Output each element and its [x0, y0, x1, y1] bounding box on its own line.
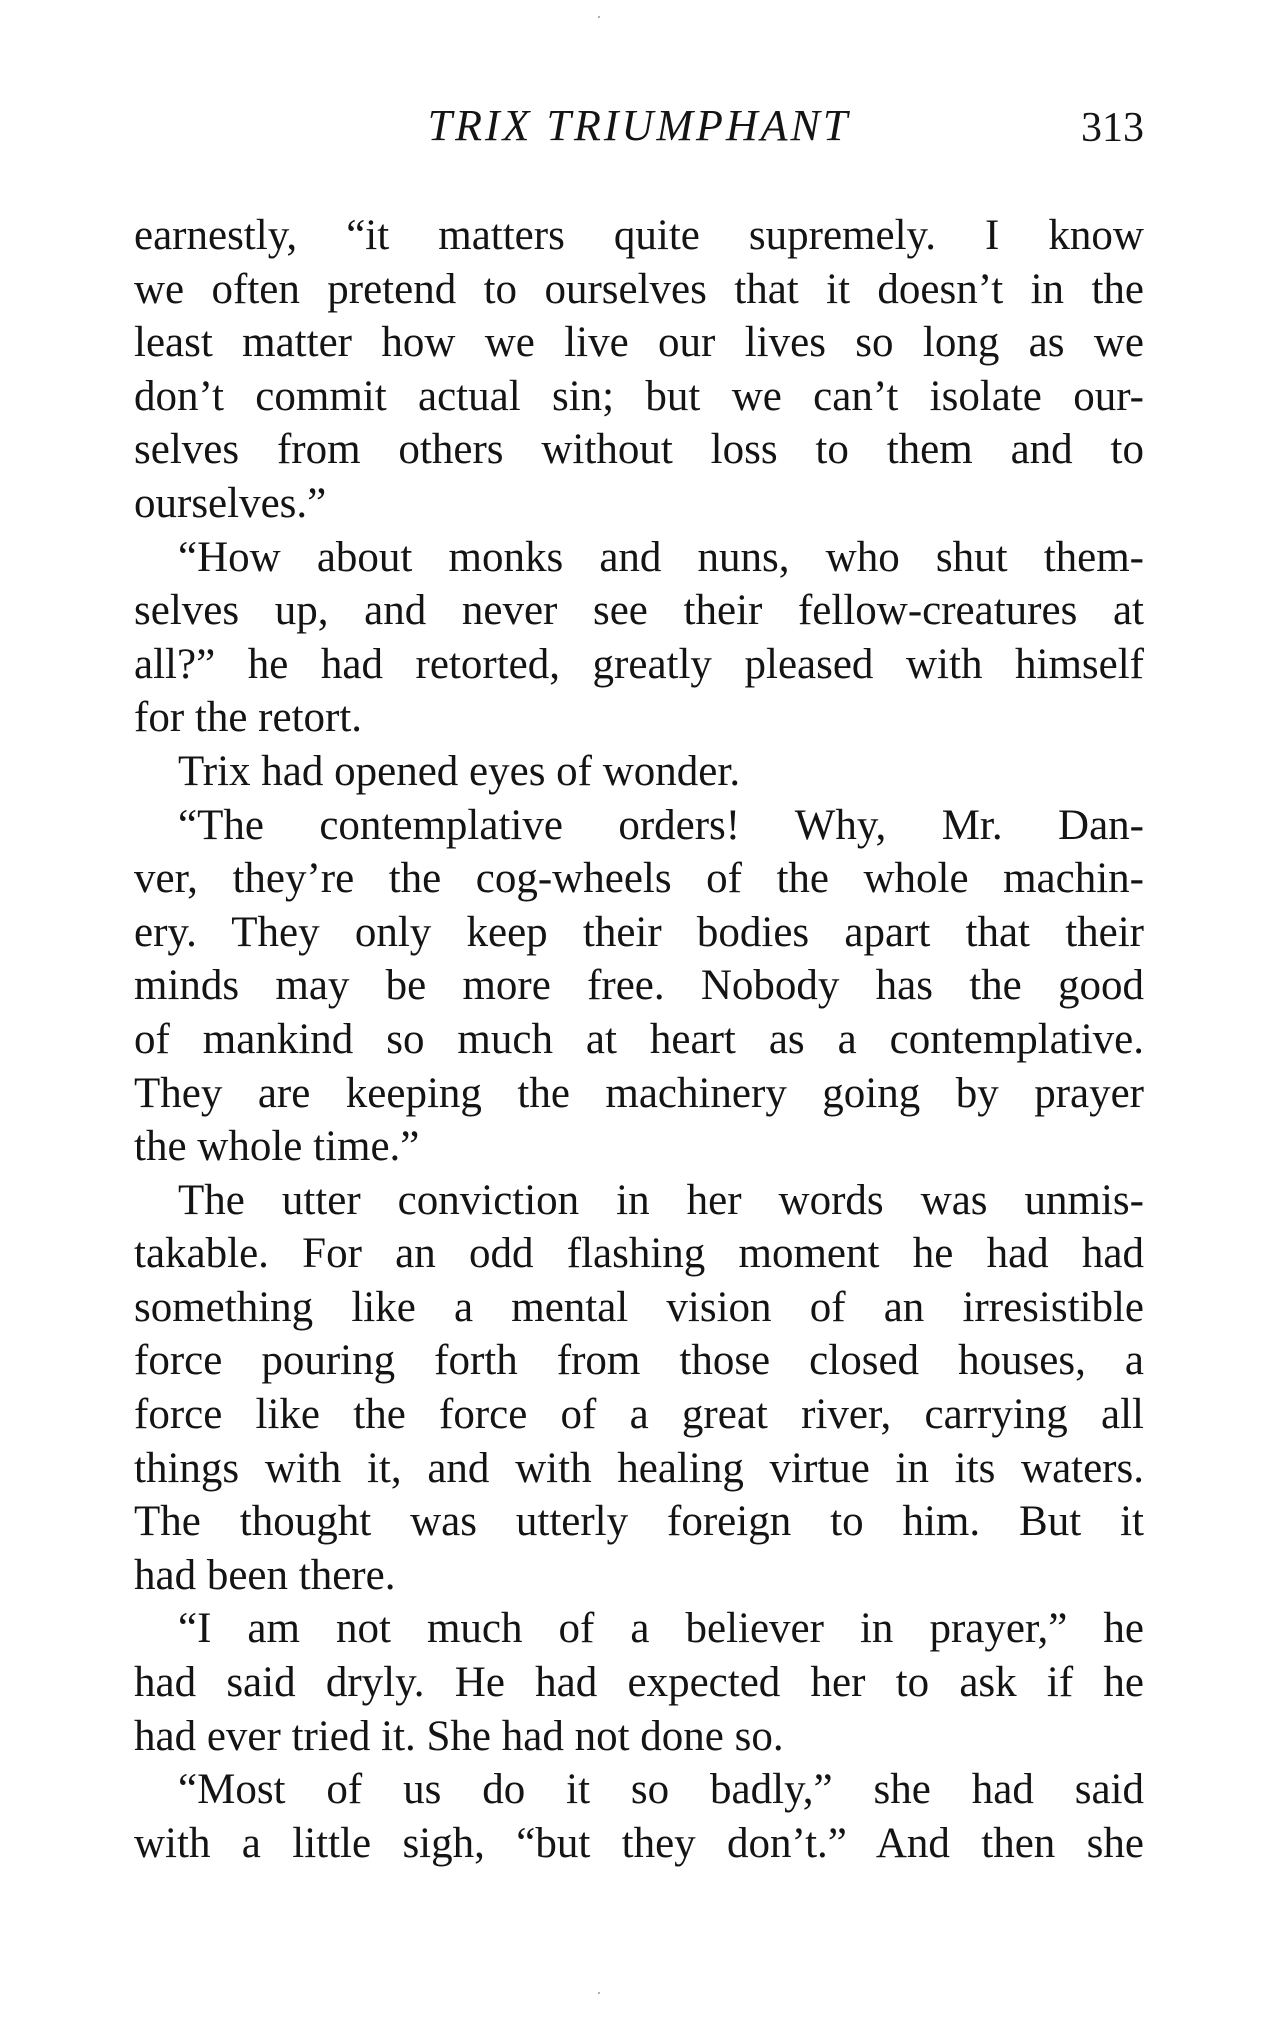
text-line: force pouring forth from those closed houses, a: [134, 1337, 1144, 1385]
text-line: earnestly, “it matters quite supremely. I know: [134, 212, 1144, 259]
text-line: “The contemplative orders! Why, Mr. Dan-: [178, 801, 1144, 849]
body-text: [134, 209, 1144, 1870]
text-line: The utter conviction in her words was unmis-: [178, 1176, 1144, 1224]
text-line: had been there.: [134, 1551, 396, 1599]
text-line: don’t commit actual sin; but we can’t isolate our-: [134, 372, 1144, 420]
text-line: ourselves.”: [134, 479, 327, 527]
print-speck: [598, 16, 600, 18]
running-title: TRIX TRIUMPHANT: [427, 101, 851, 150]
running-head: [134, 96, 1144, 156]
text-line: all?” he had retorted, greatly pleased with himself: [134, 640, 1144, 688]
print-speck: [598, 1992, 600, 1994]
text-line: for the retort.: [134, 694, 363, 742]
text-line: “Most of us do it so badly,” she had said: [178, 1766, 1144, 1814]
text-line: least matter how we live our lives so long as we: [134, 319, 1144, 367]
text-line: selves up, and never see their fellow-creatures at: [134, 587, 1144, 635]
text-line: with a little sigh, “but they don’t.” And then she: [134, 1819, 1144, 1867]
text-line: force like the force of a great river, carrying all: [134, 1391, 1144, 1439]
text-line: They are keeping the machinery going by prayer: [134, 1069, 1144, 1117]
text-line: ery. They only keep their bodies apart that their: [134, 908, 1144, 956]
text-line: “I am not much of a believer in prayer,” he: [178, 1605, 1144, 1653]
text-line: had said dryly. He had expected her to ask if he: [134, 1659, 1144, 1707]
text-line: The thought was utterly foreign to him. But it: [134, 1498, 1144, 1546]
text-line: ver, they’re the cog-wheels of the whole machin-: [134, 855, 1144, 903]
text-line: of mankind so much at heart as a contemplative.: [134, 1015, 1144, 1063]
text-line: the whole time.”: [134, 1123, 420, 1171]
text-line: things with it, and with healing virtue in its waters.: [134, 1444, 1144, 1492]
text-line: had ever tried it. She had not done so.: [134, 1712, 784, 1760]
text-line: takable. For an odd flashing moment he had had: [134, 1230, 1144, 1278]
text-line: Trix had opened eyes of wonder.: [178, 747, 741, 795]
page-number: 313: [1081, 105, 1144, 151]
text-line: selves from others without loss to them and to: [134, 426, 1144, 474]
text-line: something like a mental vision of an irresistible: [134, 1283, 1144, 1331]
text-line: “How about monks and nuns, who shut them-: [178, 533, 1144, 581]
text-line: minds may be more free. Nobody has the good: [134, 962, 1144, 1010]
text-line: we often pretend to ourselves that it doesn’t in the: [134, 265, 1144, 313]
